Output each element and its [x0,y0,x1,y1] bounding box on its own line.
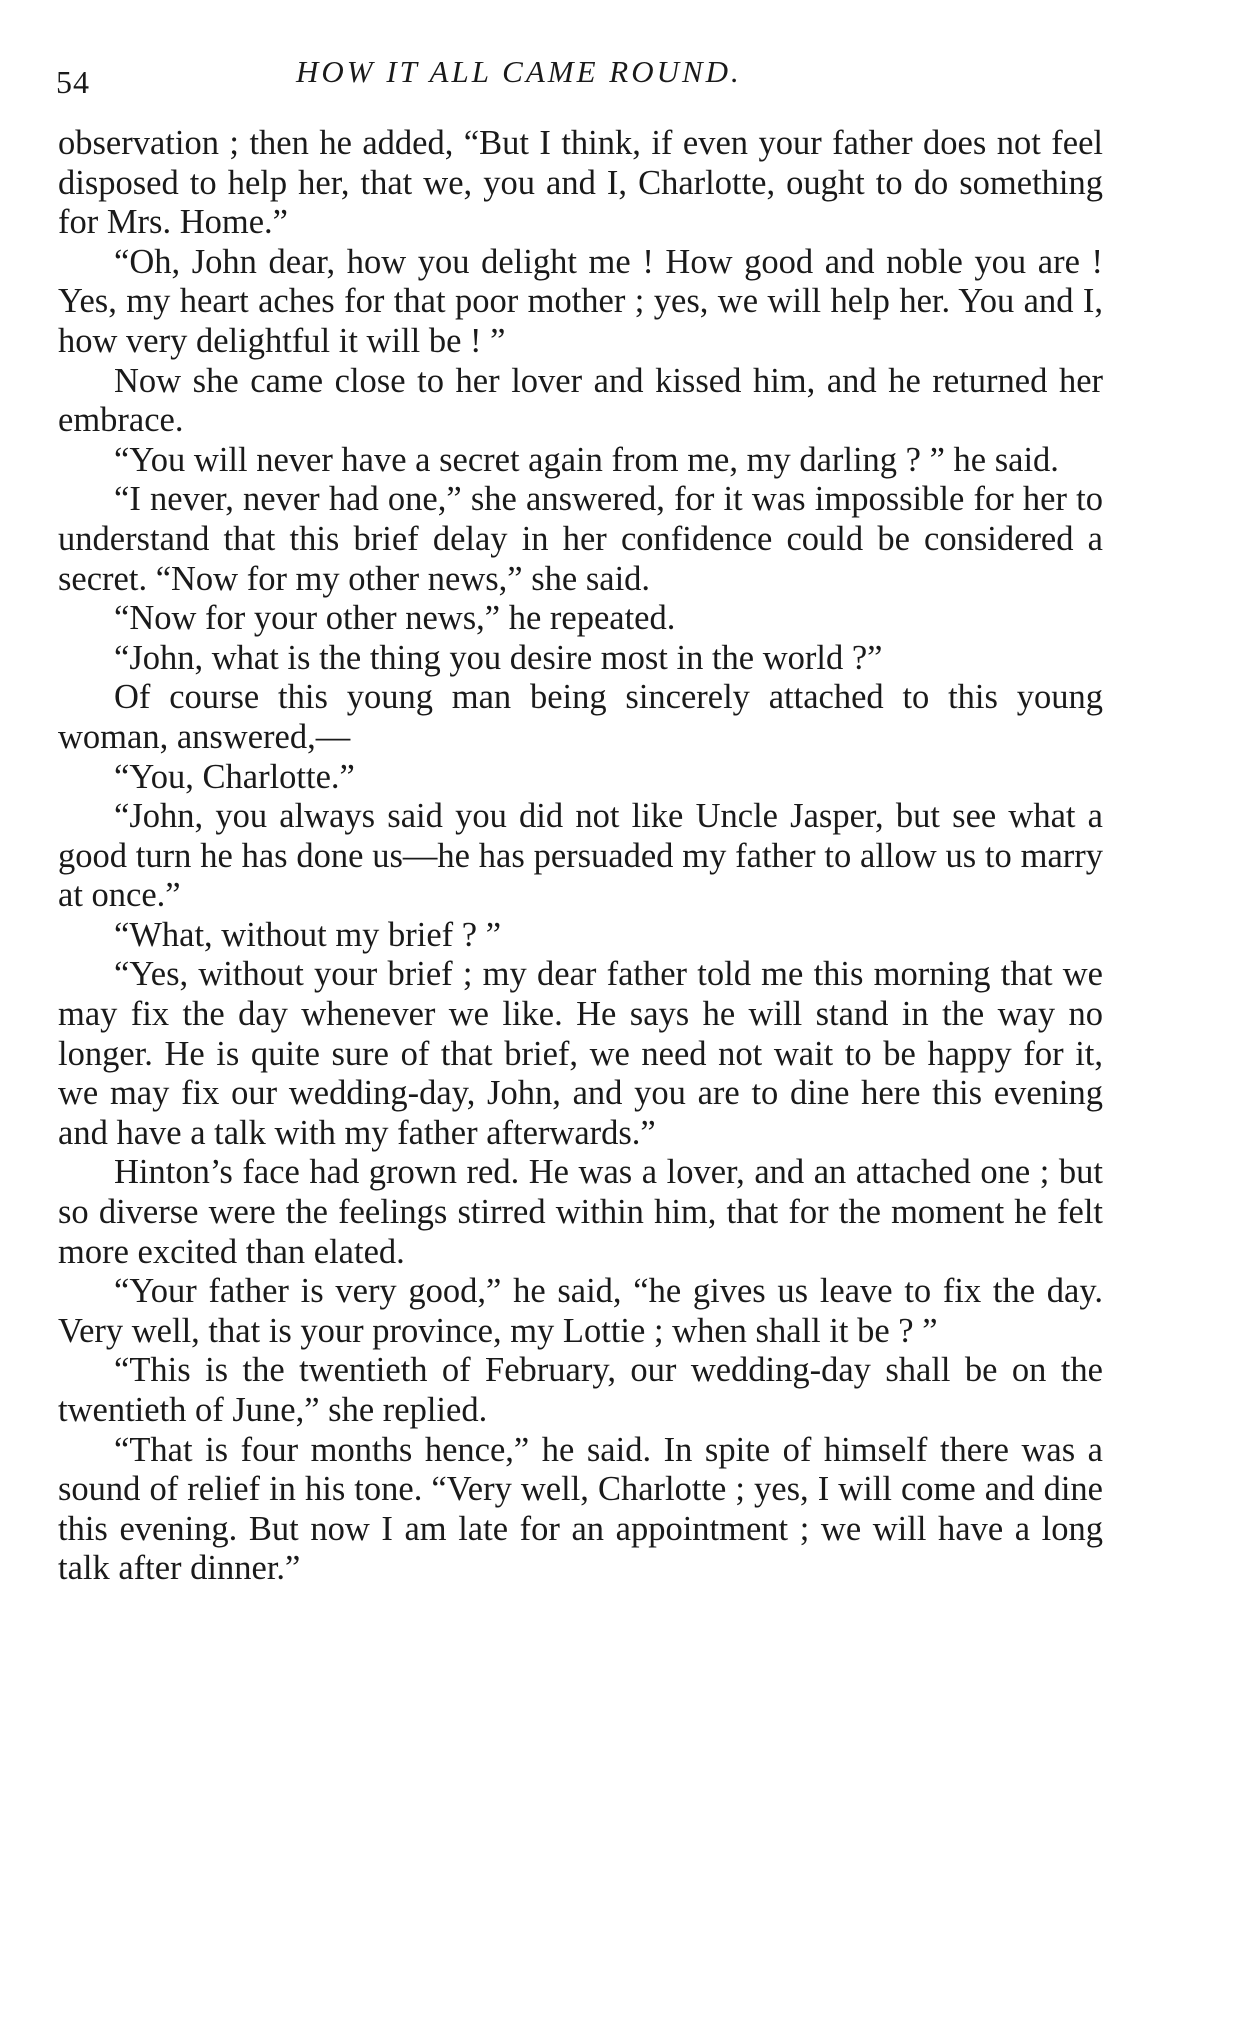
page-number: 54 [56,64,90,100]
paragraph: Hinton’s face had grown red. He was a lover, and an attached one ; but so diverse were the feelings stirred within him, that for the moment he felt more excited than elated. [58,1153,1103,1271]
paragraph: “I never, never had one,” she answered, for it was impossible for her to understand that this brief delay in her confidence could be considered a secret. “Now for my other news,” she said. [58,480,1103,598]
paragraph: “You, Charlotte.” [114,757,355,796]
paragraph: “John, what is the thing you desire most in the world ?” [114,638,883,677]
paragraph: Of course this young man being sincerely attached to this young woman, answered,— [58,678,1103,756]
paragraph: “That is four months hence,” he said. In spite of himself there was a sound of relief in his tone. “Very well, Charlotte ; yes, I will come and dine this evening. But now I am late for an appointment ; we will have a long talk after dinner.” [58,1430,1103,1588]
body-text [58,124,1103,1589]
paragraph: “Yes, without your brief ; my dear father told me this morning that we may fix the day whenever we like. He says he will stand in the way no longer. He is quite sure of that brief, we need not wait to be happy for it, we may fix our wedding-day, John, and you are to dine here this evening and have a talk with my father afterwards.” [58,955,1103,1152]
paragraph: “What, without my brief ? ” [114,915,502,954]
paragraph: “Oh, John dear, how you delight me ! How good and noble you are ! Yes, my heart aches for that poor mother ; yes, we will help her. You and I, how very delightful it will be ! ” [58,242,1103,360]
paragraph: “Your father is very good,” he said, “he gives us leave to fix the day. Very well, that is your province, my Lottie ; when shall it be ? ” [58,1272,1103,1350]
paragraph: “You will never have a secret again from me, my darling ? ” he said. [114,440,1059,479]
paragraph: observation ; then he added, “But I think, if even your father does not feel disposed to help her, that we, you and I, Charlotte, ought to do something for Mrs. Home.” [58,124,1103,242]
running-title: HOW IT ALL CAME ROUND. [296,54,742,89]
paragraph: Now she came close to her lover and kissed him, and he returned her embrace. [58,361,1103,440]
paragraph: “This is the twentieth of February, our wedding-day shall be on the twentieth of June,” she replied. [58,1351,1103,1429]
paragraph: “John, you always said you did not like Uncle Jasper, but see what a good turn he has done us—he has persuaded my father to allow us to marry at once.” [58,797,1103,915]
page-header [56,44,1106,104]
paragraph: “Now for your other news,” he repeated. [114,599,676,638]
